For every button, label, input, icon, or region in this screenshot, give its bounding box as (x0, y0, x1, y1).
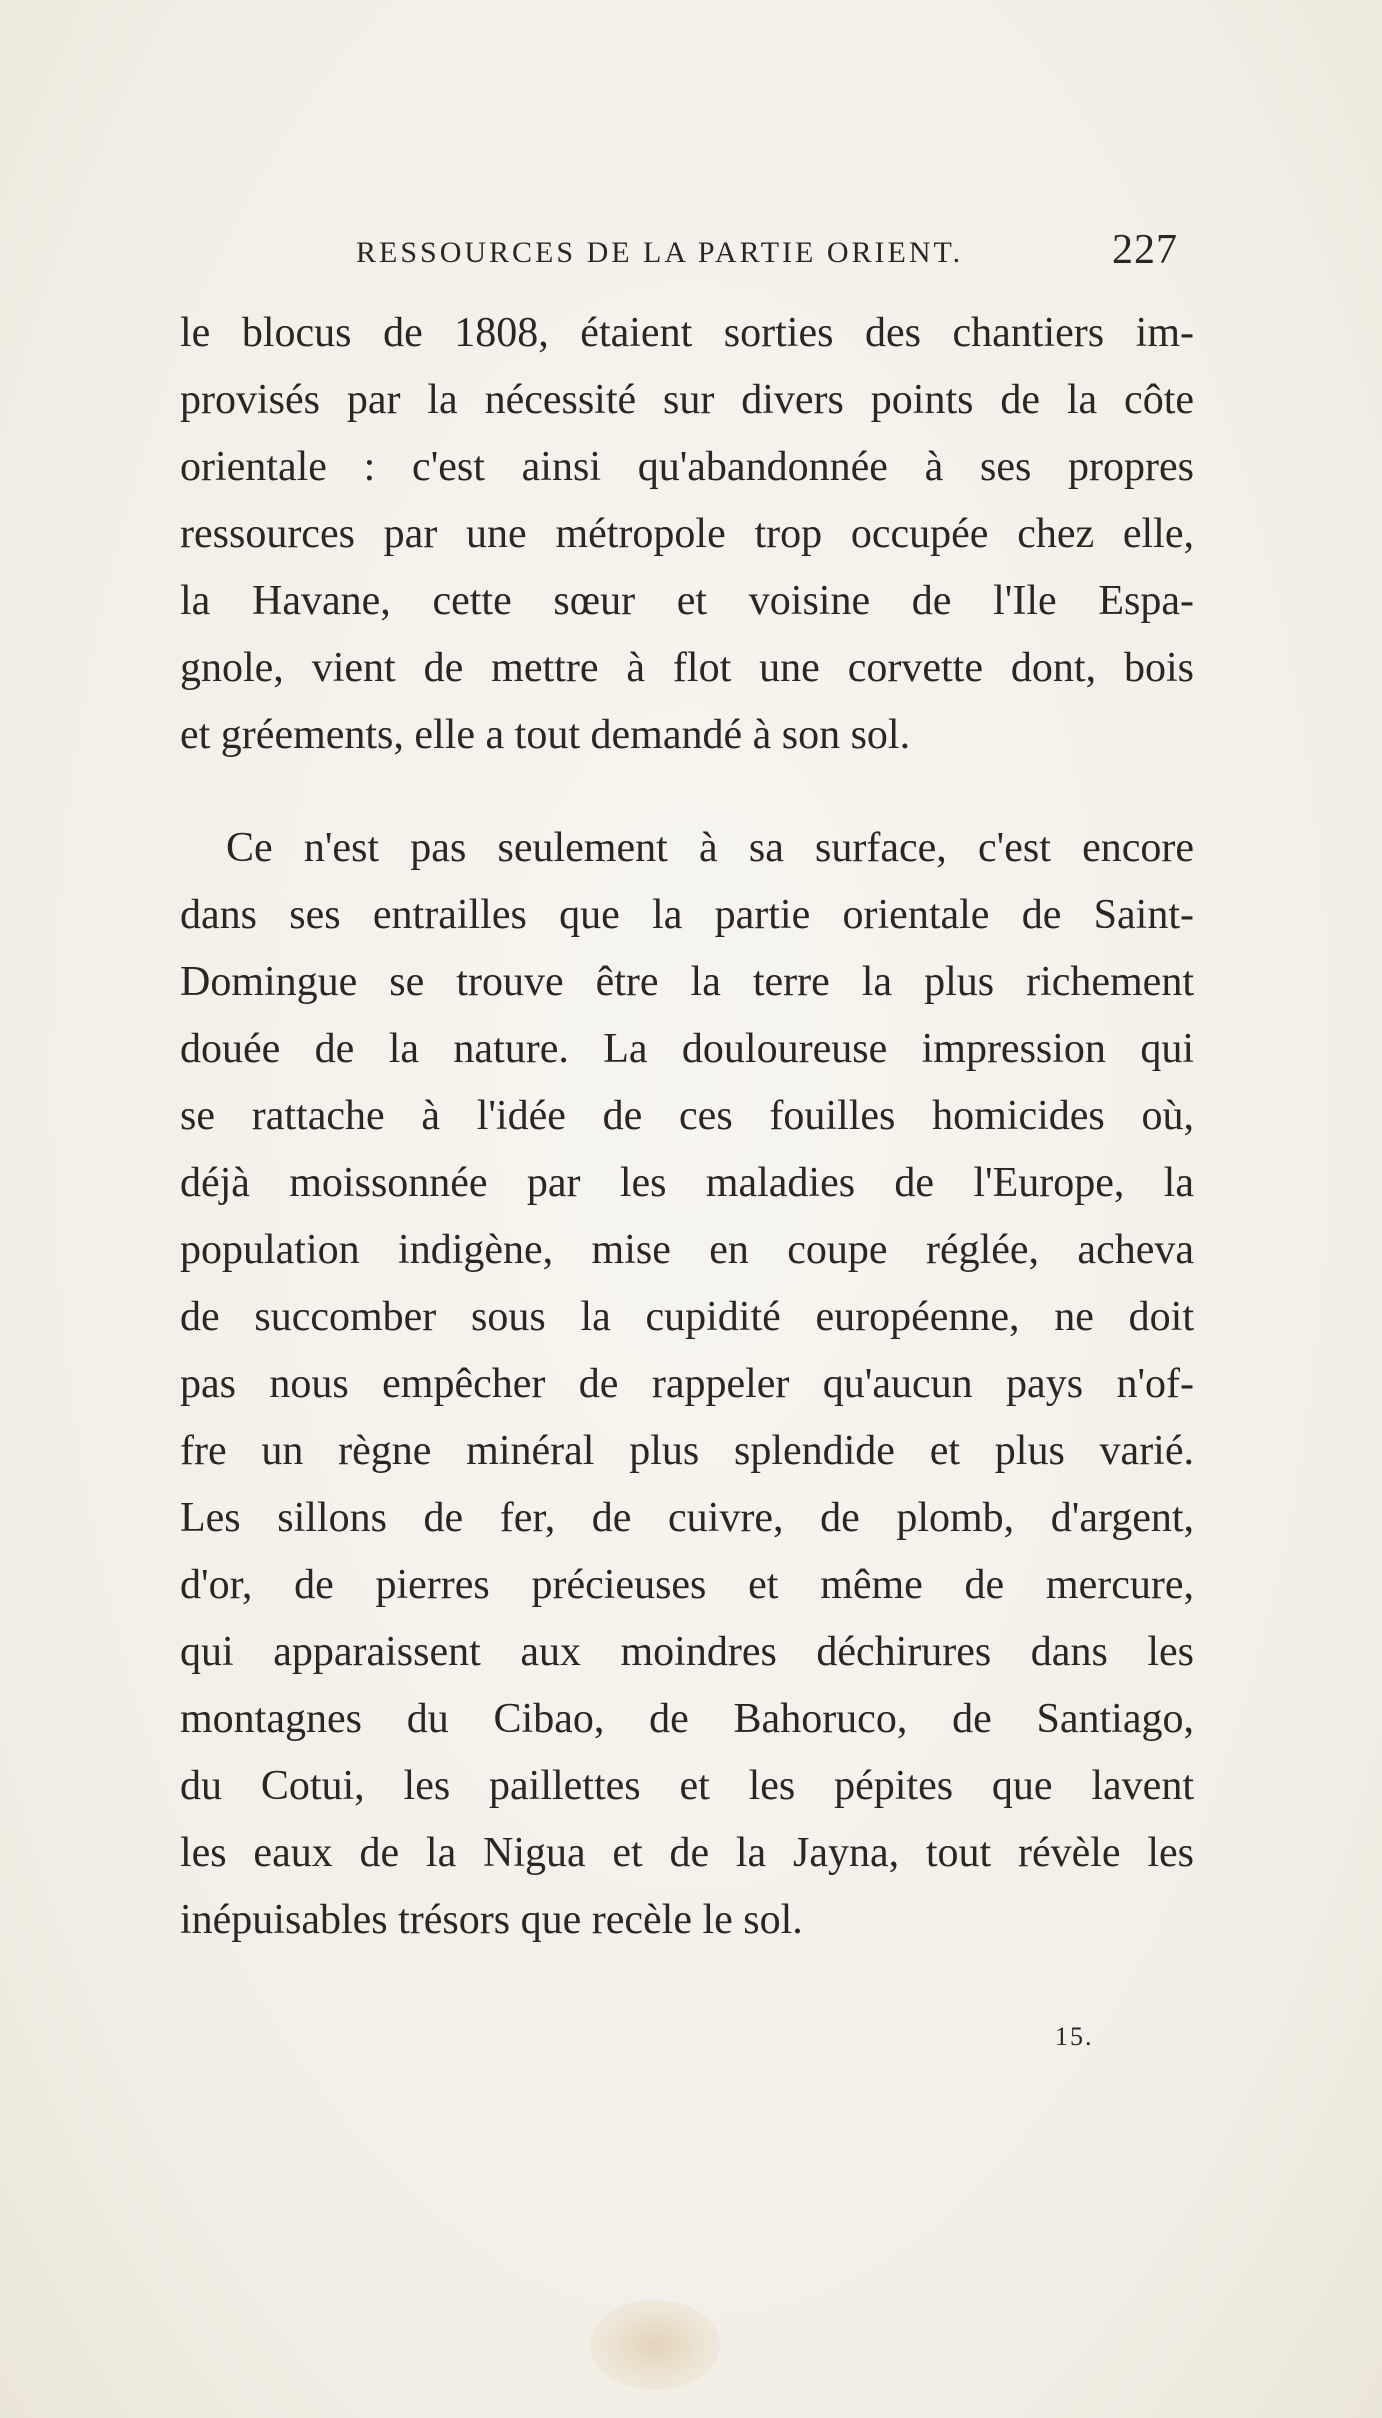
text-line: fre un règne minéral plus splendide et plus varié. (180, 1428, 1194, 1474)
text-line: ressources par une métropole trop occupée chez elle, (180, 511, 1194, 557)
running-title: RESSOURCES DE LA PARTIE ORIENT. (356, 236, 964, 269)
text-line: du Cotui, les paillettes et les pépites que lavent (180, 1763, 1194, 1809)
text-line: qui apparaissent aux moindres déchirures dans les (180, 1629, 1194, 1675)
text-line: déjà moissonnée par les maladies de l'Europe, la (180, 1160, 1194, 1206)
text-line: de succomber sous la cupidité européenne, ne doit (180, 1294, 1194, 1340)
text-line: d'or, de pierres précieuses et même de mercure, (180, 1562, 1194, 1608)
body-text (180, 300, 1194, 1954)
text-line: montagnes du Cibao, de Bahoruco, de Santiago, (180, 1696, 1194, 1742)
text-line: le blocus de 1808, étaient sorties des chantiers im- (180, 310, 1194, 356)
text-line: orientale : c'est ainsi qu'abandonnée à ses propres (180, 444, 1194, 490)
paragraph (180, 300, 1194, 769)
page-number: 227 (1112, 227, 1178, 273)
paragraph (180, 815, 1194, 1954)
paper-stain (590, 2300, 720, 2390)
text-line: population indigène, mise en coupe réglée, acheva (180, 1227, 1194, 1273)
text-line: Domingue se trouve être la terre la plus richement (180, 959, 1194, 1005)
text-line: dans ses entrailles que la partie orientale de Saint- (180, 892, 1194, 938)
text-line: Les sillons de fer, de cuivre, de plomb, d'argent, (180, 1495, 1194, 1541)
text-line: et gréements, elle a tout demandé à son sol. (180, 712, 911, 758)
text-line: gnole, vient de mettre à flot une corvette dont, bois (180, 645, 1194, 691)
text-line: les eaux de la Nigua et de la Jayna, tout révèle les (180, 1830, 1194, 1876)
text-line: Ce n'est pas seulement à sa surface, c'est encore (226, 825, 1194, 871)
text-line: se rattache à l'idée de ces fouilles homicides où, (180, 1093, 1194, 1139)
text-line: douée de la nature. La douloureuse impression qui (180, 1026, 1194, 1072)
text-line: inépuisables trésors que recèle le sol. (180, 1897, 803, 1943)
signature-mark: 15. (1055, 2022, 1094, 2051)
text-line: provisés par la nécessité sur divers points de la côte (180, 377, 1194, 423)
paragraph-gap (180, 769, 1194, 815)
text-line: pas nous empêcher de rappeler qu'aucun pays n'of- (180, 1361, 1194, 1407)
text-line: la Havane, cette sœur et voisine de l'Ile Espa- (180, 578, 1194, 624)
running-head (356, 226, 1178, 282)
